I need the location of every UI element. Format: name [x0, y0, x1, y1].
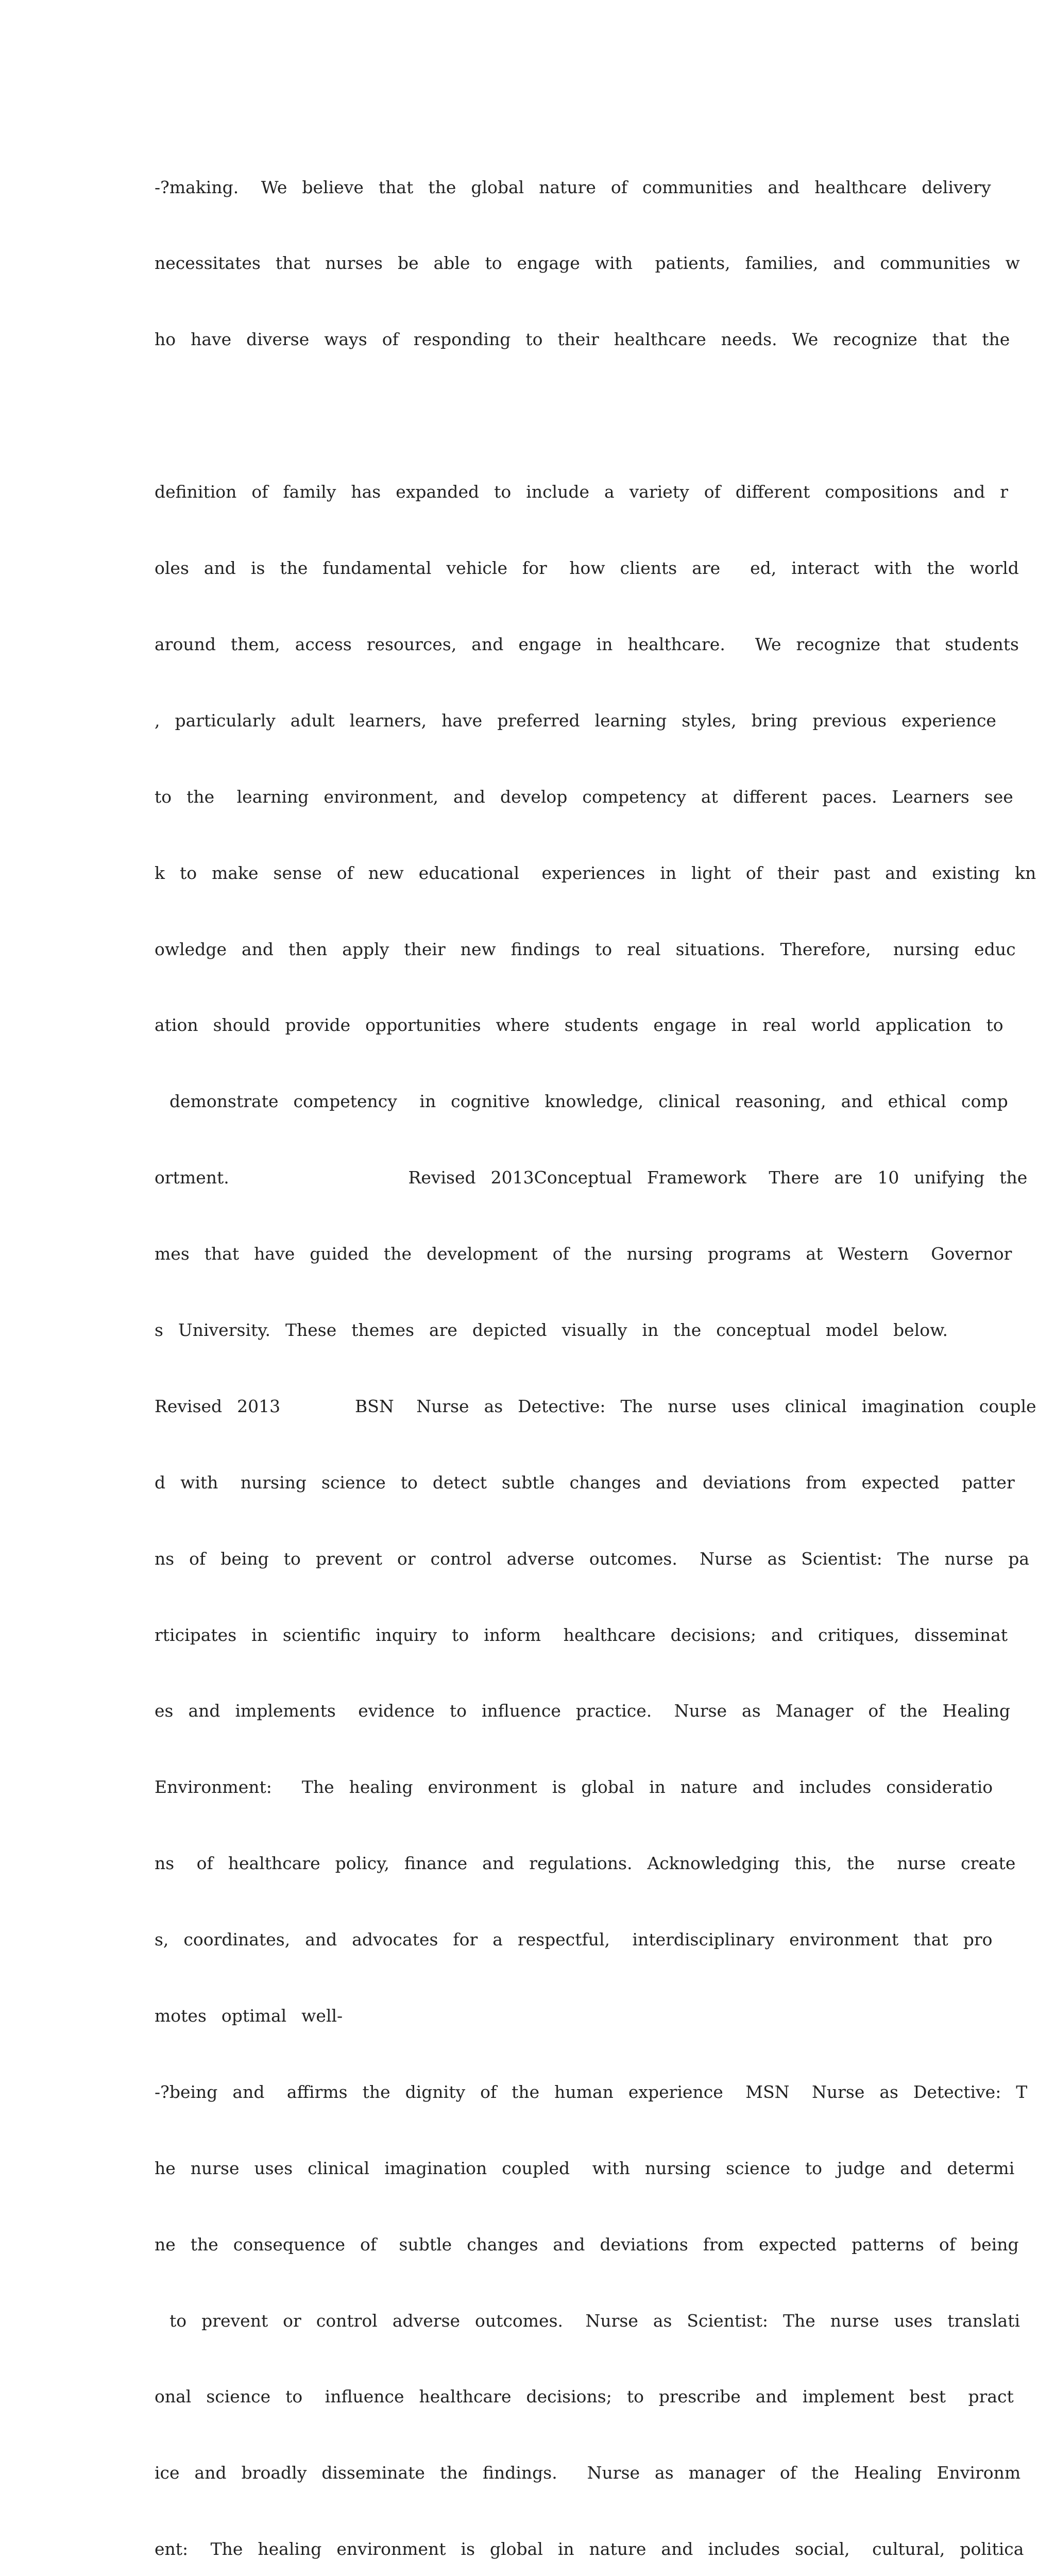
- text-line: around them, access resources, and engage in healthcare. We recognize that students: [155, 634, 1019, 654]
- text-line: k to make sense of new educational experiences in light of their past and existing kn: [155, 862, 1036, 883]
- text-line: s University. These themes are depicted visually in the conceptual model below.: [155, 1319, 948, 1340]
- text-line: to prevent or control adverse outcomes. Nurse as Scientist: The nurse uses translati: [155, 2310, 1020, 2331]
- text-line: ent: The healing environment is global in nature and includes social, cultural, politica: [155, 2539, 1024, 2560]
- text-line: ns of being to prevent or control adverse outcomes. Nurse as Scientist: The nurse pa: [155, 1548, 1030, 1569]
- blank-line: [155, 403, 907, 428]
- text-line: ortment. Revised 2013Conceptual Framework There are 10 unifying the: [155, 1167, 1028, 1188]
- text-line: owledge and then apply their new findings to real situations. Therefore, nursing educ: [155, 939, 1016, 959]
- text-line: onal science to influence healthcare decisions; to prescribe and implement best pract: [155, 2386, 1014, 2407]
- text-line: he nurse uses clinical imagination coupled with nursing science to judge and determi: [155, 2158, 1015, 2178]
- text-line: definition of family has expanded to include a variety of different compositions and r: [155, 482, 1008, 502]
- text-line: es and implements evidence to influence practice. Nurse as Manager of the Healing: [155, 1701, 1010, 1721]
- text-line: -?making. We believe that the global nature of communities and healthcare delivery: [155, 177, 991, 197]
- text-line: Revised 2013 BSN Nurse as Detective: The nurse uses clinical imagination couple: [155, 1396, 1036, 1416]
- text-line: to the learning environment, and develop competency at different paces. Learners see: [155, 786, 1013, 807]
- body-text: [155, 124, 1036, 2576]
- text-line: s, coordinates, and advocates for a respectful, interdisciplinary environment that pro: [155, 1929, 993, 1950]
- text-line: ne the consequence of subtle changes and deviations from expected patterns of being: [155, 2234, 1019, 2255]
- text-line: necessitates that nurses be able to engage with patients, families, and communities w: [155, 253, 1020, 274]
- text-line: mes that have guided the development of the nursing programs at Western Governor: [155, 1244, 1012, 1264]
- text-line: ice and broadly disseminate the findings. Nurse as manager of the Healing Environm: [155, 2463, 1021, 2483]
- text-line: demonstrate competency in cognitive knowledge, clinical reasoning, and ethical comp: [155, 1091, 1008, 1112]
- text-line: ho have diverse ways of responding to their healthcare needs. We recognize that the: [155, 329, 1010, 350]
- text-line: motes optimal well-: [155, 2005, 343, 2026]
- text-line: Environment: The healing environment is global in nature and includes consideratio: [155, 1777, 993, 1798]
- text-line: ation should provide opportunities where students engage in real world application to: [155, 1015, 1003, 1036]
- text-line: -?being and affirms the dignity of the human experience MSN Nurse as Detective: T: [155, 2081, 1028, 2102]
- text-line: , particularly adult learners, have preferred learning styles, bring previous experience: [155, 710, 996, 731]
- text-line: d with nursing science to detect subtle changes and deviations from expected patter: [155, 1472, 1015, 1493]
- text-line: rticipates in scientific inquiry to inform healthcare decisions; and critiques, disseminat: [155, 1624, 1008, 1645]
- text-line: oles and is the fundamental vehicle for how clients are ed, interact with the world: [155, 558, 1019, 579]
- text-line: ns of healthcare policy, finance and regulations. Acknowledging this, the nurse create: [155, 1853, 1016, 1874]
